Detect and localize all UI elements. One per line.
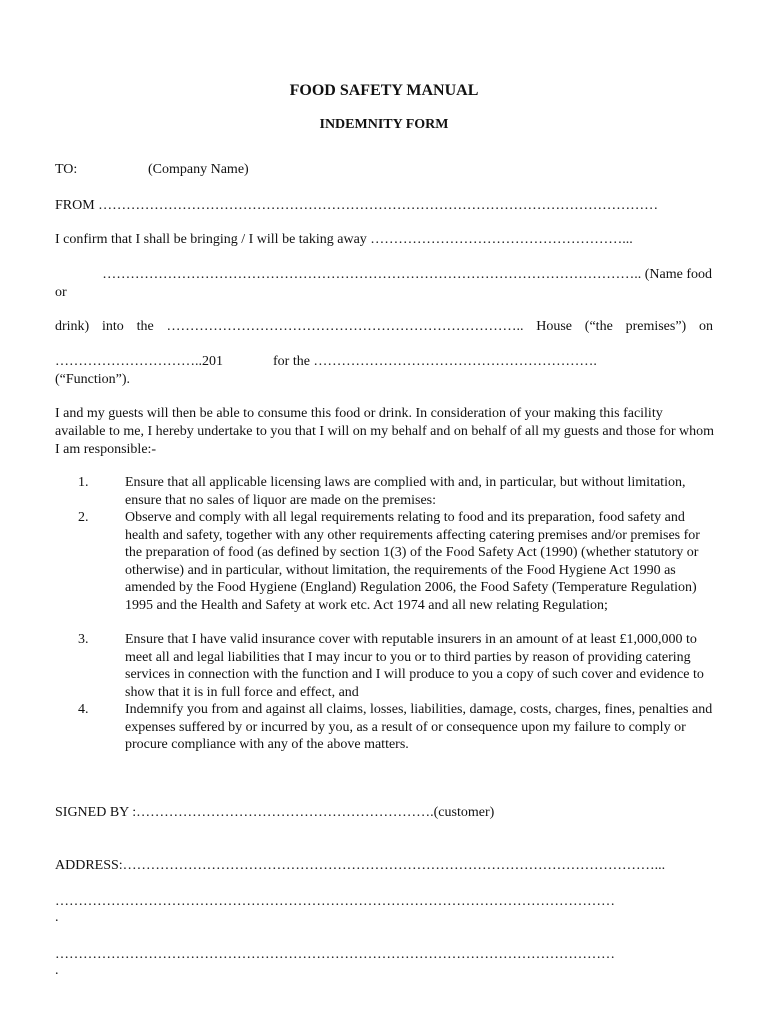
function-label: (“Function”).	[55, 372, 131, 387]
food-name-line: …………………………………………………………………………………………………….. (Name food	[102, 267, 712, 282]
intro-paragraph: I and my guests will then be able to consume this food or drink. In consideration of your making this facility available to me, I hereby undertake to you that I will on my behalf and on behalf of all my guests and those for whom I am responsible:-	[55, 406, 714, 457]
address-line: ADDRESS:……………………………………………………………………………………………………...	[55, 858, 666, 873]
list-item-text: Observe and comply with all legal requirements relating to food and its preparation, food safety and health and safety, together with any other requirements affecting catering premises and/or premises for the preparation of food (as defined by section 1(3) of the Food Safety Act (1990) (whether statutory or otherwise) and in particular, without limitation, the requirements of the Food Hygiene Act 1990 as amended by the Food Hygiene (England) Regulation 2006, the Food Safety (Temperature Regulation) 1995 and the Health and Safety at work etc. Act 1974 and all new relating Regulation;	[125, 510, 700, 613]
list-item-text: Ensure that all applicable licensing laws are complied with and, in particular, but without limitation, ensure that no sales of liquor are made on the premises:	[125, 475, 686, 508]
signed-by-line: SIGNED BY :……………………………………………………….(customer)	[55, 805, 495, 820]
drink-premises-line: drink) into the ………………………………………………………………….. House (“the premises”) on	[55, 319, 713, 334]
list-item-number: 3.	[78, 632, 89, 647]
list-item-number: 1.	[78, 475, 89, 490]
to-label: TO:	[55, 162, 78, 177]
list-item-number: 2.	[78, 510, 89, 525]
list-item-text: Ensure that I have valid insurance cover with reputable insurers in an amount of at least £1,000,000 to meet all and legal liabilities that I may incur to you or to third parties by reason of providing catering services in connection with the function and I will produce to you a copy of such cover and evidence to show that it is in full force and effect, and	[125, 632, 704, 700]
list-item-number: 4.	[78, 702, 89, 717]
food-name-line-continued: or	[55, 285, 67, 300]
function-field-line: for the …………………………………………………….	[273, 354, 597, 369]
confirm-field-line: I confirm that I shall be bringing / I will be taking away ………………………………………………...	[55, 232, 633, 247]
to-company-name: (Company Name)	[148, 162, 249, 177]
from-field-line: FROM …………………………………………………………………………………………………………	[55, 198, 659, 213]
date-field-line: …………………………..201	[55, 354, 223, 369]
document-title: FOOD SAFETY MANUAL	[289, 82, 479, 99]
list-item-text: Indemnify you from and against all claims, losses, liabilities, damage, costs, charges, fines, penalties and expenses suffered by or incurred by you, as a result of or consequence upon my failure to comply or procure compliance with any of the above matters.	[125, 702, 713, 752]
address-line-2-end: .	[55, 910, 59, 925]
document-subtitle: INDEMNITY FORM	[319, 117, 449, 132]
address-line-3: …………………………………………………………………………………………………………	[55, 947, 615, 962]
address-line-3-end: .	[55, 963, 59, 978]
address-line-2: …………………………………………………………………………………………………………	[55, 894, 615, 909]
